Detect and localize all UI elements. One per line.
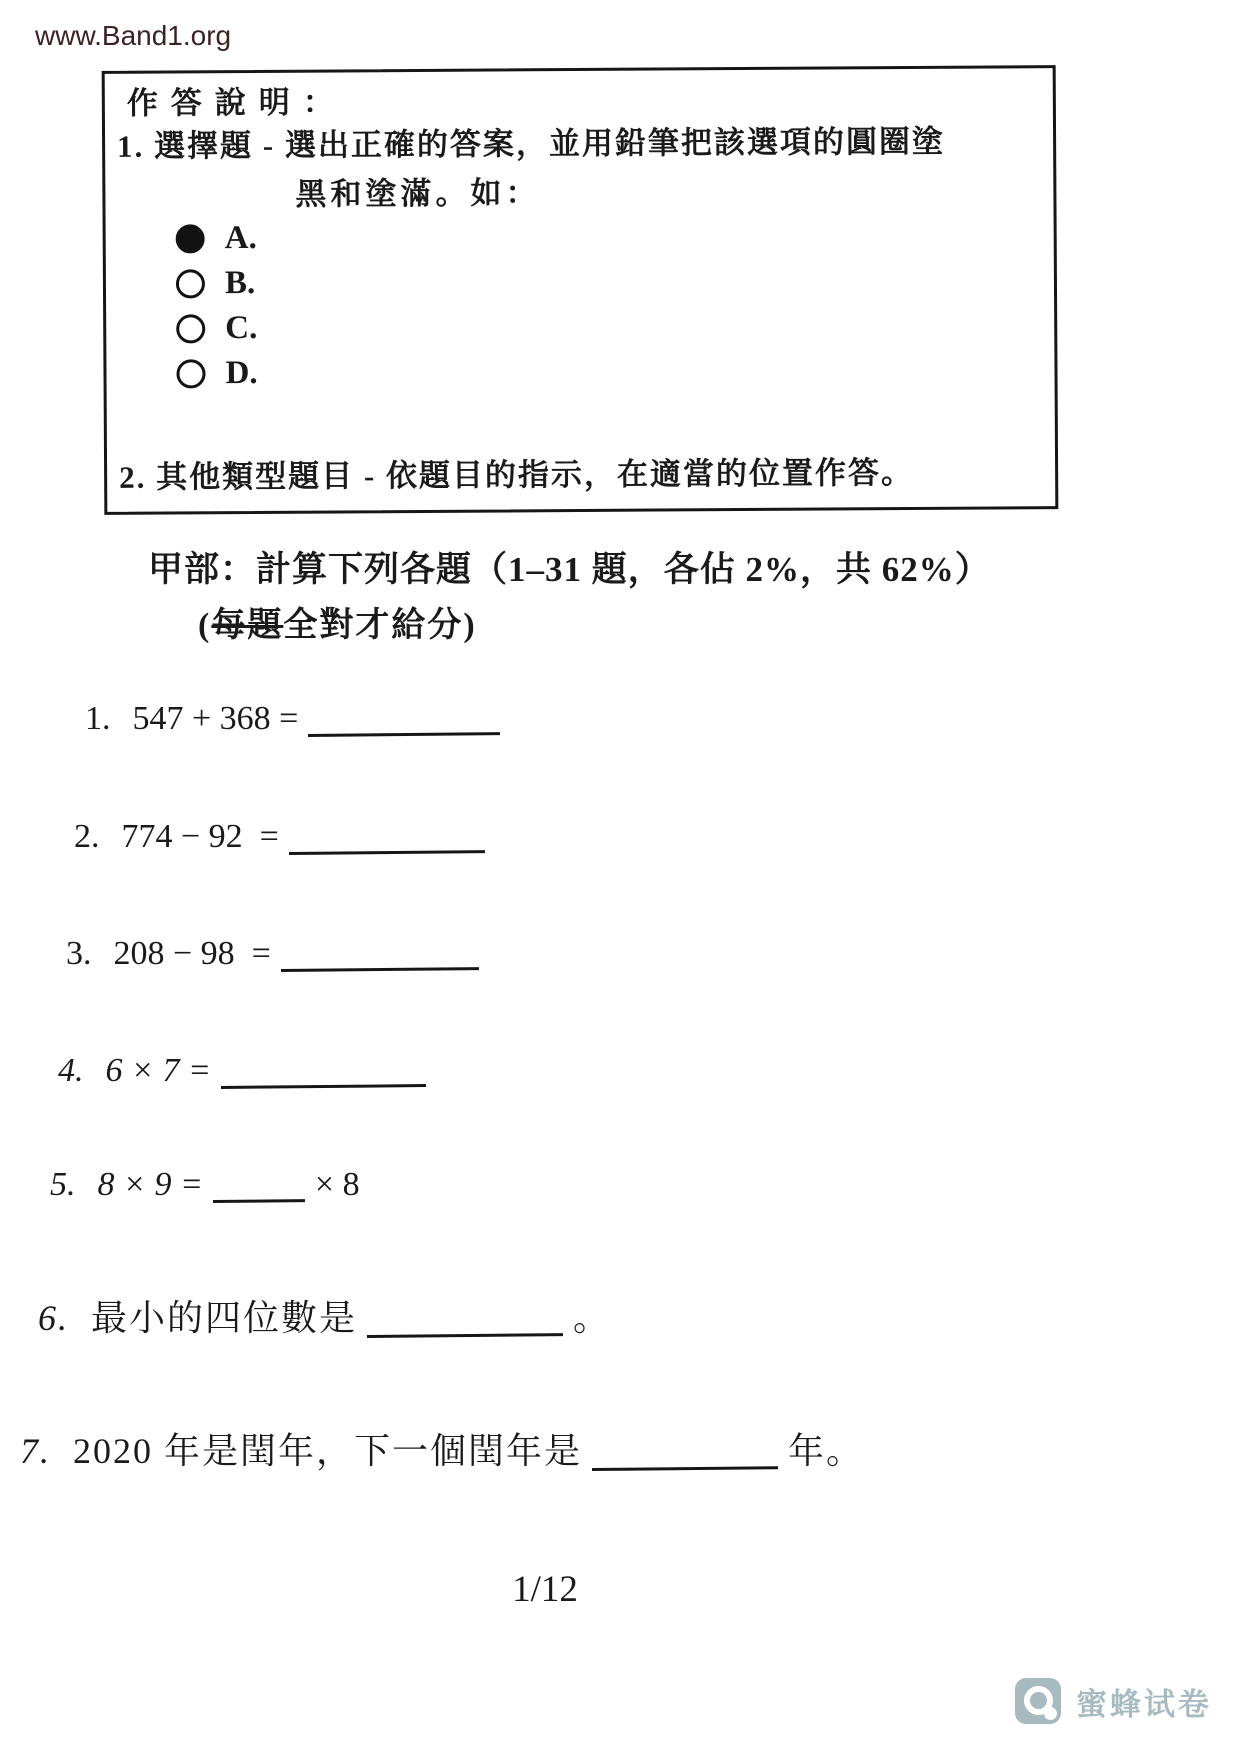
answer-blank — [281, 967, 479, 972]
heading-rest-text: 全對才給分) — [283, 607, 477, 644]
section-heading-line2 — [198, 597, 477, 646]
option-label: B. — [224, 264, 256, 302]
answer-blank — [592, 1466, 778, 1471]
answer-blank — [367, 1333, 563, 1338]
question-expression: 6 × 7 = — [105, 1052, 211, 1089]
answer-instructions-box — [102, 65, 1059, 515]
bee-icon — [1043, 1706, 1058, 1721]
brand-name: 蜜蜂试卷 — [1076, 1686, 1212, 1722]
question-expression: 最小的四位數是 — [91, 1298, 358, 1338]
question-7 — [20, 1423, 864, 1474]
question-expression: 547 + 368 = — [132, 700, 299, 737]
example-option-a — [176, 216, 257, 261]
question-expression: 2020 年是閏年，下一個閏年是 — [73, 1431, 583, 1471]
answer-blank — [221, 1084, 426, 1089]
option-label: A. — [224, 219, 257, 257]
instruction-item1-line1: 1. 選擇題 - 選出正確的答案，並用鉛筆把該選項的圓圈塗 — [117, 123, 946, 164]
question-number: 2. — [74, 818, 100, 855]
heading-struck-text: 每題 — [211, 607, 284, 644]
brand-footer — [1015, 1678, 1212, 1724]
example-option-list — [176, 216, 258, 396]
question-number: 5. — [50, 1166, 76, 1203]
option-label: D. — [225, 354, 258, 392]
question-5 — [50, 1166, 360, 1204]
empty-bubble-icon — [176, 269, 205, 298]
section-heading-line1: 甲部：計算下列各題（1–31 題，各佔 2%，共 62%） — [148, 550, 991, 589]
option-label: C. — [225, 309, 258, 347]
question-number: 6. — [38, 1298, 69, 1338]
heading-paren-open: ( — [198, 607, 212, 644]
question-expression: 774 − 92 = — [121, 818, 279, 855]
answer-blank — [213, 1199, 305, 1203]
question-4 — [58, 1052, 436, 1090]
example-option-d — [176, 351, 257, 396]
page-number: 1/12 — [512, 1569, 578, 1610]
answer-blank — [308, 732, 500, 737]
instruction-item2: 2. 其他類型題目 - 依題目的指示，在適當的位置作答。 — [119, 454, 915, 495]
question-3 — [66, 935, 489, 973]
bee-circle-logo-icon — [1015, 1678, 1061, 1724]
question-number: 1. — [85, 700, 111, 737]
empty-bubble-icon — [176, 359, 205, 388]
empty-bubble-icon — [176, 314, 205, 343]
filled-bubble-icon — [176, 224, 205, 253]
answer-blank — [289, 850, 485, 855]
site-watermark: www.Band1.org — [35, 20, 232, 51]
question-2 — [74, 818, 495, 856]
instructions-title: 作答說明： — [126, 84, 347, 121]
example-option-b — [176, 261, 257, 306]
question-expression: 8 × 9 = — [97, 1166, 203, 1203]
question-number: 4. — [58, 1052, 84, 1089]
question-expression: 208 − 98 = — [113, 935, 271, 972]
question-suffix: × 8 — [314, 1166, 360, 1203]
question-1 — [85, 700, 510, 738]
question-6 — [38, 1290, 611, 1341]
instruction-item1-line2: 黑和塗滿。如： — [295, 175, 541, 212]
question-suffix: 年。 — [788, 1431, 865, 1471]
question-number: 3. — [66, 935, 92, 972]
example-option-c — [176, 306, 257, 351]
question-number: 7. — [20, 1431, 51, 1471]
question-suffix: 。 — [573, 1298, 612, 1338]
